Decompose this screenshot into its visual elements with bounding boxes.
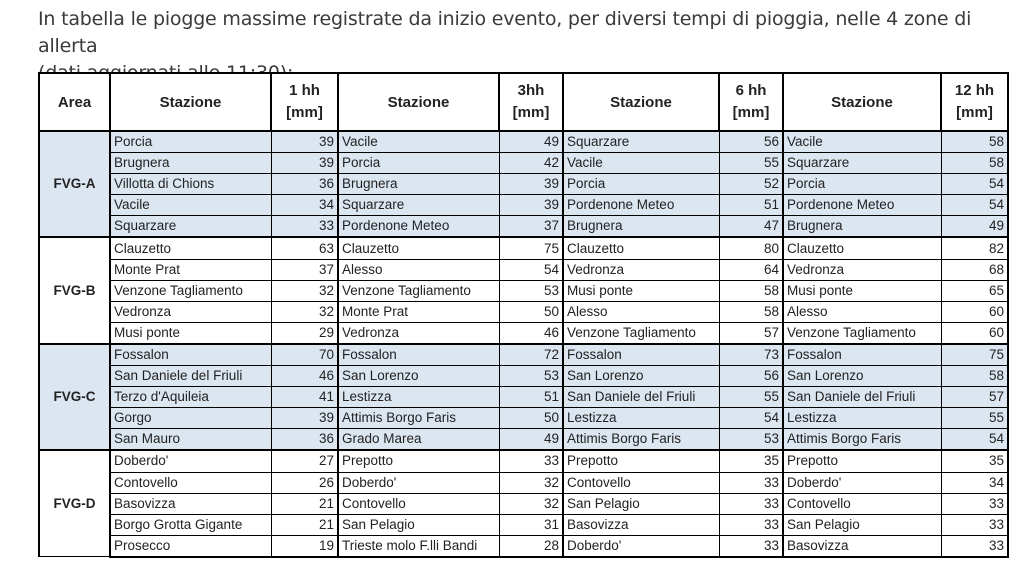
table-row <box>39 387 1008 408</box>
table-row <box>39 174 1008 195</box>
table-row <box>39 195 1008 216</box>
value-12h-cell: 54 <box>941 195 1008 216</box>
value-6h-cell: 57 <box>719 322 783 344</box>
value-1h-cell: 34 <box>271 195 338 216</box>
station-12h-cell: Brugnera <box>783 216 941 238</box>
station-12h-cell: Vedronza <box>783 259 941 280</box>
station-12h-cell: Doberdo' <box>783 472 941 493</box>
value-12h-cell: 68 <box>941 259 1008 280</box>
value-3h-cell: 50 <box>499 301 563 322</box>
header-3h: 3hh [mm] <box>499 73 563 131</box>
station-3h-cell: Vedronza <box>338 322 499 344</box>
station-6h-cell: Brugnera <box>563 216 719 238</box>
value-6h-cell: 47 <box>719 216 783 238</box>
value-1h-cell: 37 <box>271 259 338 280</box>
value-6h-cell: 54 <box>719 408 783 429</box>
value-3h-cell: 28 <box>499 535 563 557</box>
value-3h-cell: 31 <box>499 514 563 535</box>
station-3h-cell: Porcia <box>338 153 499 174</box>
table-row <box>39 366 1008 387</box>
station-3h-cell: Alesso <box>338 259 499 280</box>
area-cell: FVG-A <box>39 131 110 237</box>
station-6h-cell: Vacile <box>563 153 719 174</box>
station-12h-cell: Basovizza <box>783 535 941 557</box>
value-12h-cell: 55 <box>941 408 1008 429</box>
station-12h-cell: Fossalon <box>783 344 941 366</box>
intro-line-1: In tabella le piogge massime registrate da inizio evento, per diversi tempi di pioggia, nelle 4 zone di allerta <box>38 8 972 57</box>
value-12h-cell: 75 <box>941 344 1008 366</box>
station-1h-cell: Musi ponte <box>110 322 271 344</box>
value-6h-cell: 53 <box>719 429 783 451</box>
station-1h-cell: Villotta di Chions <box>110 174 271 195</box>
station-1h-cell: Vacile <box>110 195 271 216</box>
value-1h-cell: 33 <box>271 216 338 238</box>
station-6h-cell: Doberdo' <box>563 535 719 557</box>
station-1h-cell: Porcia <box>110 131 271 153</box>
station-3h-cell: Clauzetto <box>338 237 499 259</box>
station-6h-cell: Fossalon <box>563 344 719 366</box>
value-1h-cell: 39 <box>271 408 338 429</box>
value-1h-cell: 32 <box>271 301 338 322</box>
value-1h-cell: 36 <box>271 429 338 451</box>
station-3h-cell: Squarzare <box>338 195 499 216</box>
header-row <box>39 73 1008 131</box>
value-12h-cell: 34 <box>941 472 1008 493</box>
station-12h-cell: Attimis Borgo Faris <box>783 429 941 451</box>
station-3h-cell: Fossalon <box>338 344 499 366</box>
station-6h-cell: Prepotto <box>563 450 719 472</box>
station-12h-cell: Venzone Tagliamento <box>783 322 941 344</box>
value-6h-cell: 33 <box>719 535 783 557</box>
header-stazione-1h: Stazione <box>110 73 271 131</box>
station-6h-cell: Pordenone Meteo <box>563 195 719 216</box>
value-3h-cell: 51 <box>499 387 563 408</box>
station-12h-cell: Lestizza <box>783 408 941 429</box>
value-3h-cell: 49 <box>499 131 563 153</box>
value-1h-cell: 46 <box>271 366 338 387</box>
table-row <box>39 344 1008 366</box>
table-row <box>39 472 1008 493</box>
value-6h-cell: 55 <box>719 387 783 408</box>
station-3h-cell: Trieste molo F.lli Bandi <box>338 535 499 557</box>
header-stazione-12h: Stazione <box>783 73 941 131</box>
header-area: Area <box>39 73 110 131</box>
value-6h-cell: 33 <box>719 472 783 493</box>
table-row <box>39 216 1008 238</box>
station-12h-cell: Pordenone Meteo <box>783 195 941 216</box>
station-3h-cell: Vacile <box>338 131 499 153</box>
header-stazione-3h: Stazione <box>338 73 499 131</box>
station-1h-cell: San Daniele del Friuli <box>110 366 271 387</box>
table-row <box>39 280 1008 301</box>
table-row <box>39 153 1008 174</box>
station-6h-cell: Musi ponte <box>563 280 719 301</box>
value-6h-cell: 73 <box>719 344 783 366</box>
station-1h-cell: Borgo Grotta Gigante <box>110 514 271 535</box>
value-6h-cell: 58 <box>719 301 783 322</box>
value-1h-cell: 39 <box>271 131 338 153</box>
station-1h-cell: Contovello <box>110 472 271 493</box>
station-3h-cell: Monte Prat <box>338 301 499 322</box>
value-3h-cell: 46 <box>499 322 563 344</box>
value-3h-cell: 32 <box>499 472 563 493</box>
station-1h-cell: Prosecco <box>110 535 271 557</box>
table-row <box>39 131 1008 153</box>
value-1h-cell: 29 <box>271 322 338 344</box>
station-3h-cell: Lestizza <box>338 387 499 408</box>
station-1h-cell: Venzone Tagliamento <box>110 280 271 301</box>
value-6h-cell: 33 <box>719 493 783 514</box>
value-3h-cell: 37 <box>499 216 563 238</box>
value-3h-cell: 32 <box>499 493 563 514</box>
value-3h-cell: 75 <box>499 237 563 259</box>
station-1h-cell: Fossalon <box>110 344 271 366</box>
station-1h-cell: San Mauro <box>110 429 271 451</box>
value-6h-cell: 52 <box>719 174 783 195</box>
value-6h-cell: 51 <box>719 195 783 216</box>
value-1h-cell: 21 <box>271 493 338 514</box>
value-1h-cell: 41 <box>271 387 338 408</box>
value-12h-cell: 49 <box>941 216 1008 238</box>
value-3h-cell: 50 <box>499 408 563 429</box>
station-3h-cell: Prepotto <box>338 450 499 472</box>
value-6h-cell: 33 <box>719 514 783 535</box>
value-12h-cell: 35 <box>941 450 1008 472</box>
value-12h-cell: 54 <box>941 174 1008 195</box>
value-12h-cell: 58 <box>941 366 1008 387</box>
station-12h-cell: Alesso <box>783 301 941 322</box>
header-6h: 6 hh [mm] <box>719 73 783 131</box>
table-row <box>39 535 1008 557</box>
value-12h-cell: 57 <box>941 387 1008 408</box>
table-row <box>39 259 1008 280</box>
station-6h-cell: Vedronza <box>563 259 719 280</box>
station-6h-cell: San Pelagio <box>563 493 719 514</box>
station-6h-cell: Lestizza <box>563 408 719 429</box>
station-1h-cell: Gorgo <box>110 408 271 429</box>
station-12h-cell: San Pelagio <box>783 514 941 535</box>
header-stazione-6h: Stazione <box>563 73 719 131</box>
rainfall-table <box>38 72 1009 558</box>
value-12h-cell: 82 <box>941 237 1008 259</box>
station-1h-cell: Basovizza <box>110 493 271 514</box>
station-6h-cell: Venzone Tagliamento <box>563 322 719 344</box>
station-12h-cell: Clauzetto <box>783 237 941 259</box>
station-6h-cell: San Daniele del Friuli <box>563 387 719 408</box>
station-3h-cell: Contovello <box>338 493 499 514</box>
station-6h-cell: Alesso <box>563 301 719 322</box>
area-cell: FVG-C <box>39 344 110 450</box>
value-6h-cell: 35 <box>719 450 783 472</box>
station-6h-cell: Attimis Borgo Faris <box>563 429 719 451</box>
station-12h-cell: Contovello <box>783 493 941 514</box>
value-3h-cell: 53 <box>499 280 563 301</box>
station-3h-cell: Venzone Tagliamento <box>338 280 499 301</box>
header-1h: 1 hh [mm] <box>271 73 338 131</box>
station-12h-cell: Prepotto <box>783 450 941 472</box>
table-row <box>39 450 1008 472</box>
value-3h-cell: 53 <box>499 366 563 387</box>
value-3h-cell: 42 <box>499 153 563 174</box>
value-1h-cell: 32 <box>271 280 338 301</box>
station-6h-cell: Contovello <box>563 472 719 493</box>
station-1h-cell: Squarzare <box>110 216 271 238</box>
station-6h-cell: Clauzetto <box>563 237 719 259</box>
value-1h-cell: 21 <box>271 514 338 535</box>
station-12h-cell: San Lorenzo <box>783 366 941 387</box>
value-3h-cell: 72 <box>499 344 563 366</box>
value-6h-cell: 64 <box>719 259 783 280</box>
station-3h-cell: Grado Marea <box>338 429 499 451</box>
station-1h-cell: Doberdo' <box>110 450 271 472</box>
value-12h-cell: 65 <box>941 280 1008 301</box>
value-12h-cell: 58 <box>941 131 1008 153</box>
table-body <box>39 131 1008 557</box>
value-3h-cell: 39 <box>499 174 563 195</box>
value-12h-cell: 54 <box>941 429 1008 451</box>
value-1h-cell: 27 <box>271 450 338 472</box>
value-6h-cell: 55 <box>719 153 783 174</box>
table-row <box>39 493 1008 514</box>
value-6h-cell: 56 <box>719 366 783 387</box>
value-1h-cell: 26 <box>271 472 338 493</box>
station-6h-cell: Porcia <box>563 174 719 195</box>
station-3h-cell: Attimis Borgo Faris <box>338 408 499 429</box>
station-12h-cell: San Daniele del Friuli <box>783 387 941 408</box>
value-12h-cell: 60 <box>941 322 1008 344</box>
station-1h-cell: Terzo d'Aquileia <box>110 387 271 408</box>
value-1h-cell: 70 <box>271 344 338 366</box>
station-6h-cell: Squarzare <box>563 131 719 153</box>
value-1h-cell: 39 <box>271 153 338 174</box>
station-1h-cell: Vedronza <box>110 301 271 322</box>
station-3h-cell: San Pelagio <box>338 514 499 535</box>
table-row <box>39 429 1008 451</box>
table-row <box>39 514 1008 535</box>
station-12h-cell: Vacile <box>783 131 941 153</box>
value-3h-cell: 33 <box>499 450 563 472</box>
header-12h: 12 hh [mm] <box>941 73 1008 131</box>
value-1h-cell: 63 <box>271 237 338 259</box>
area-cell: FVG-D <box>39 450 110 556</box>
station-6h-cell: Basovizza <box>563 514 719 535</box>
station-12h-cell: Squarzare <box>783 153 941 174</box>
station-3h-cell: Pordenone Meteo <box>338 216 499 238</box>
station-1h-cell: Monte Prat <box>110 259 271 280</box>
value-12h-cell: 58 <box>941 153 1008 174</box>
value-3h-cell: 49 <box>499 429 563 451</box>
table-row <box>39 301 1008 322</box>
station-1h-cell: Clauzetto <box>110 237 271 259</box>
value-1h-cell: 19 <box>271 535 338 557</box>
value-12h-cell: 33 <box>941 535 1008 557</box>
table-row <box>39 237 1008 259</box>
station-12h-cell: Porcia <box>783 174 941 195</box>
table-row <box>39 322 1008 344</box>
value-6h-cell: 58 <box>719 280 783 301</box>
station-6h-cell: San Lorenzo <box>563 366 719 387</box>
area-cell: FVG-B <box>39 237 110 343</box>
value-3h-cell: 54 <box>499 259 563 280</box>
value-12h-cell: 33 <box>941 514 1008 535</box>
value-6h-cell: 56 <box>719 131 783 153</box>
station-12h-cell: Musi ponte <box>783 280 941 301</box>
station-3h-cell: San Lorenzo <box>338 366 499 387</box>
station-1h-cell: Brugnera <box>110 153 271 174</box>
station-3h-cell: Brugnera <box>338 174 499 195</box>
value-12h-cell: 33 <box>941 493 1008 514</box>
table-row <box>39 408 1008 429</box>
value-6h-cell: 80 <box>719 237 783 259</box>
value-3h-cell: 39 <box>499 195 563 216</box>
station-3h-cell: Doberdo' <box>338 472 499 493</box>
value-12h-cell: 60 <box>941 301 1008 322</box>
value-1h-cell: 36 <box>271 174 338 195</box>
